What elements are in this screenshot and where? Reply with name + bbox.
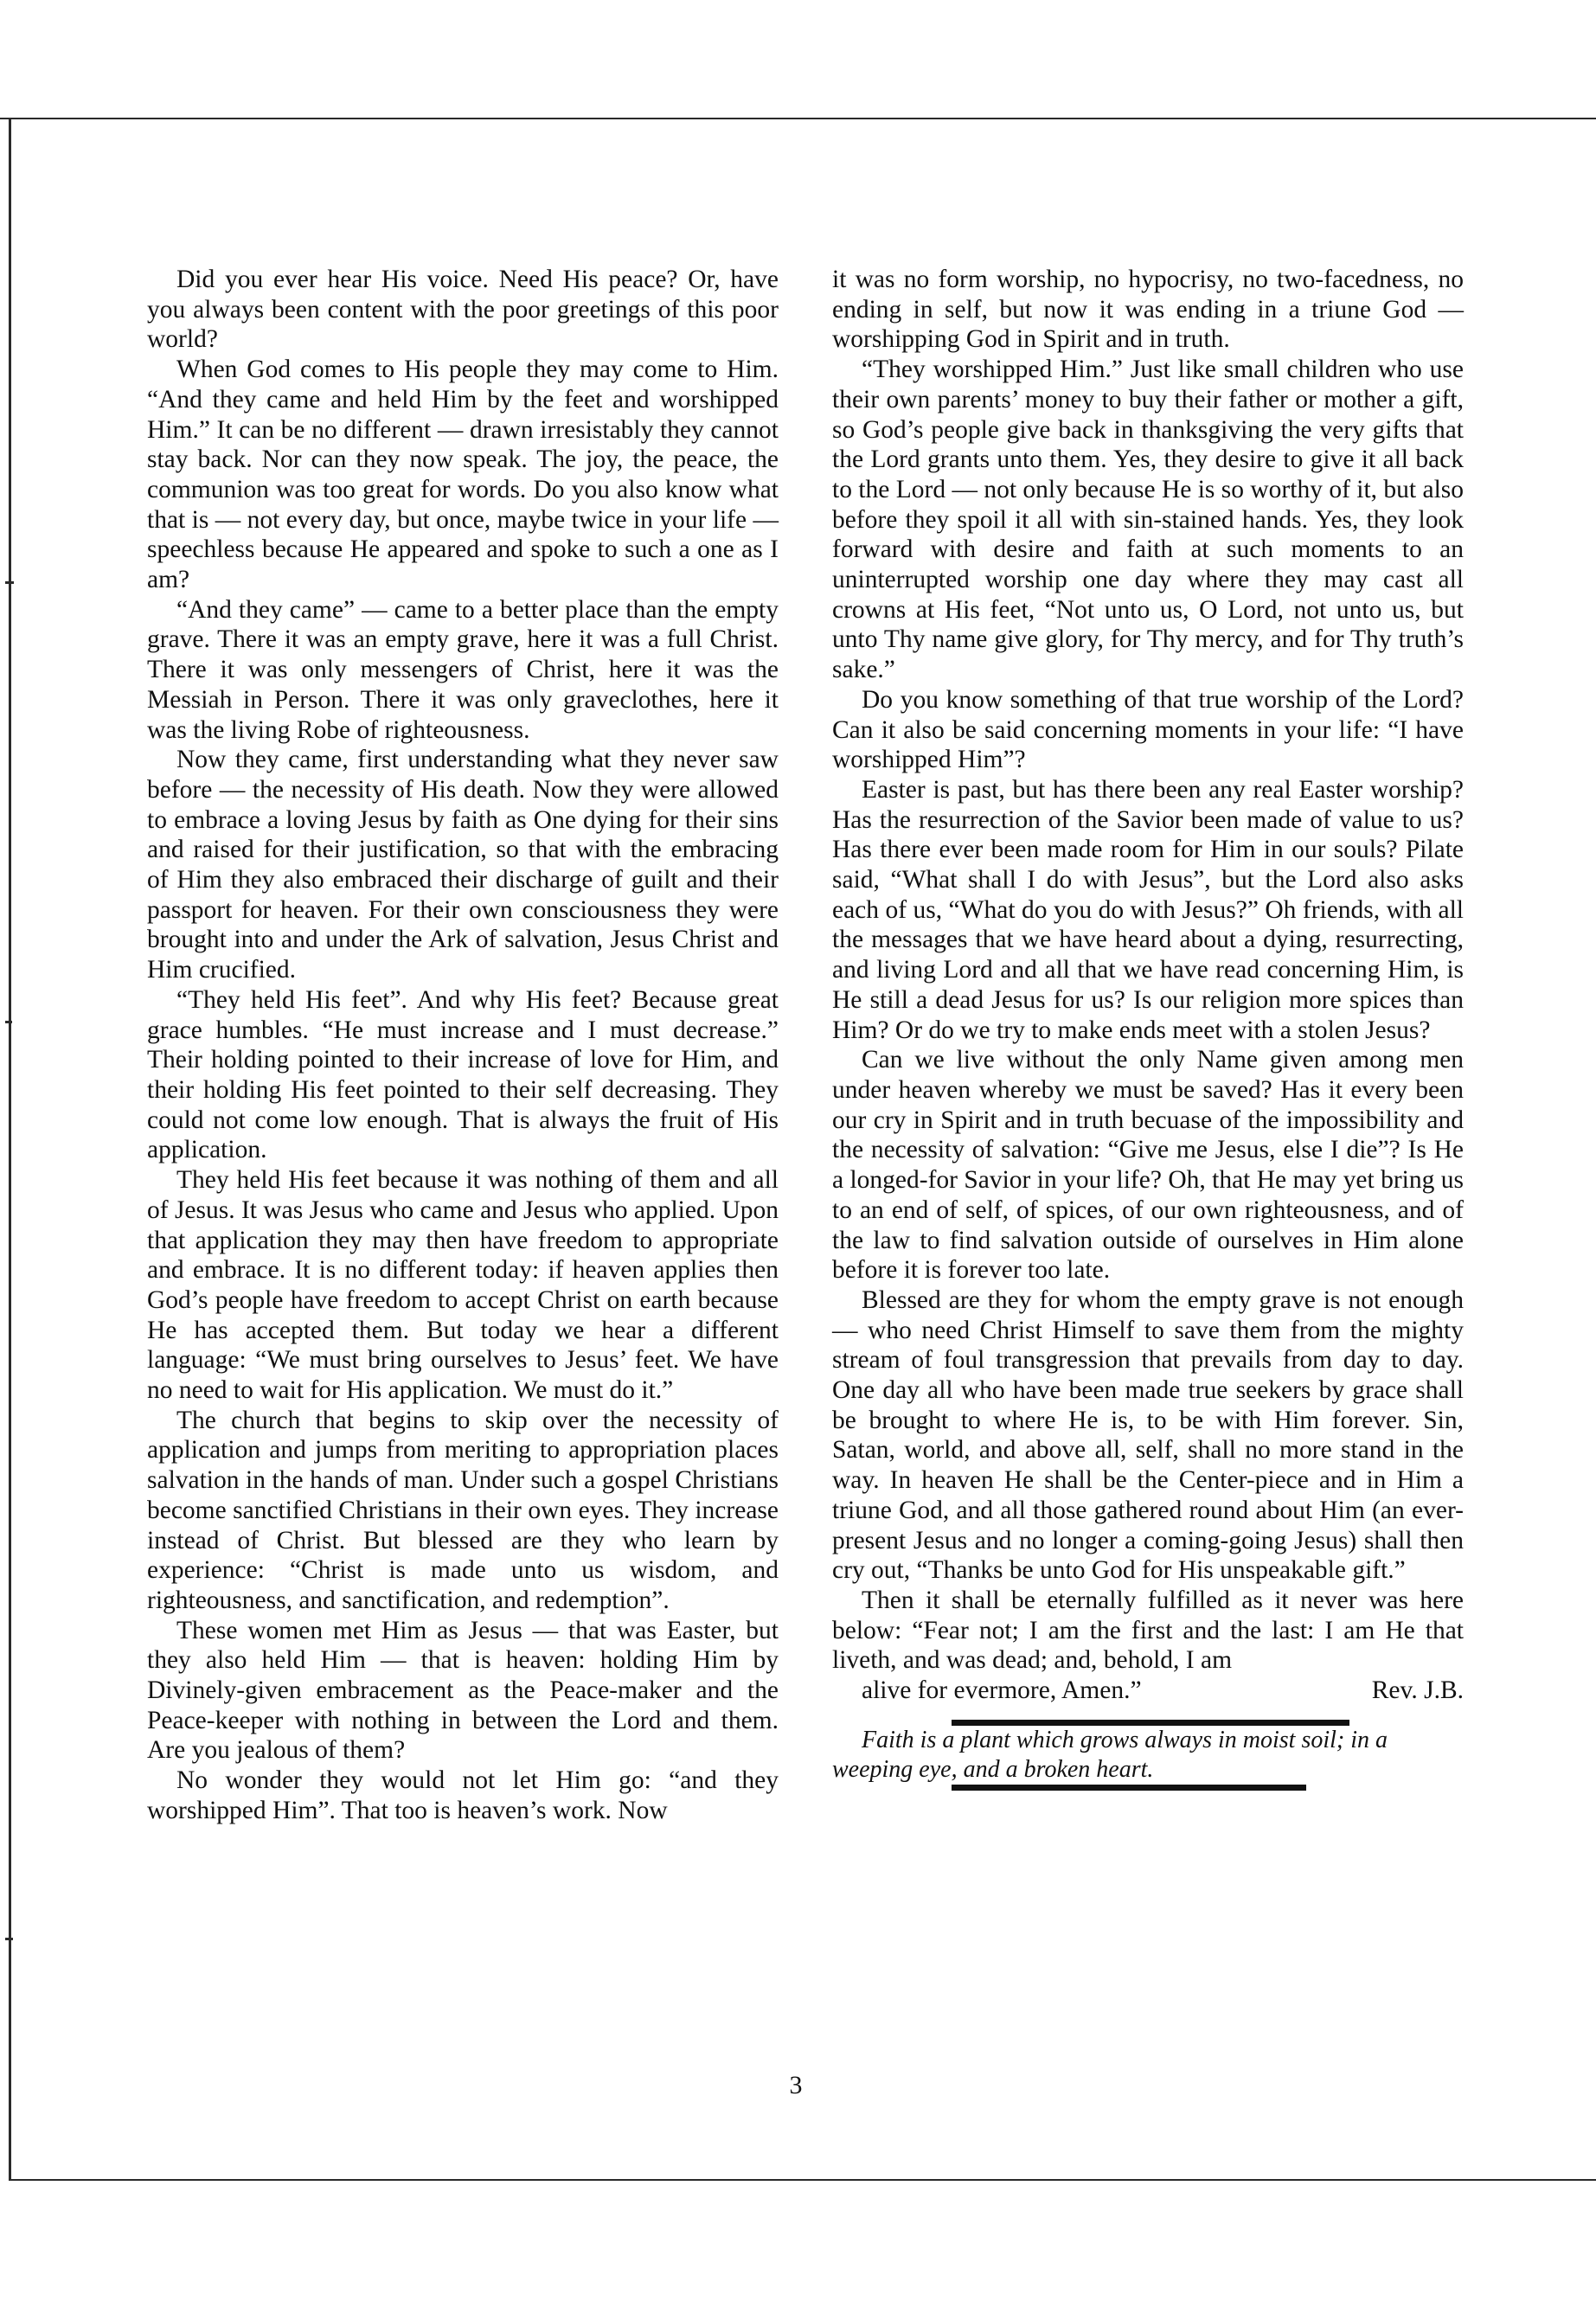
margin-mark [5,1938,13,1940]
quote-rule-bottom [952,1785,1306,1791]
paragraph: When God comes to His people they may come to Him. “And they came and held Him by the feet and worshipped Him.” It can be no different — drawn irresistably they cannot stay back. Nor can they now speak. The joy, the peace, the communion was too great for words. Do you also know what that is — not every day, but once, maybe twice in your life — speechless because He appeared and spoke to such a one as I am? [147,356,779,594]
paragraph: Did you ever hear His voice. Need His peace? Or, have you always been content with the poor greetings of this poor world? [147,266,779,354]
paragraph: Blessed are they for whom the empty grave is not enough — who need Christ Himself to save them from the mighty stream of foul transgression that prevails from day to day. One day all who have been made true seekers by grace shall be brought to where He is, to be with Him forever. Sin, Satan, world, and above all, self, shall no more stand in the way. In heaven He shall be the Center-piece and in Him a triune God, and all those gathered round about Him (an ever-present Jesus and no longer a coming-going Jesus) shall then cry out, “Thanks be unto God for His unspeakable gift.” [832,1285,1464,1585]
margin-mark [5,581,14,584]
paragraph: Now they came, first understanding what they never saw before — the necessity of His death. Now they were allowed to embrace a loving Jesus by faith as One dying for their sins and raised for their justification, so that with the embracing of Him they also embraced their discharge of guilt and their passport for heaven. For their own consciousness they were brought into and under the Ark of salvation, Jesus Christ and Him crucified. [147,746,779,984]
paragraph: Easter is past, but has there been any real Easter worship? Has the resurrection of the Savior been made of value to us? Has there ever been made room for Him in our souls? Pilate said, “What shall I do with Jesus”, but the Lord also asks each of us, “What do you do with Jesus?” Oh friends, with all the messages that we have heard about a dying, resurrecting, and living Lord and all that we have read concerning Him, is He still a dead Jesus for us? Is our religion more spices than Him? Or do we try to make ends meet with a stolen Jesus? [832,775,1464,1044]
paragraph: They held His feet because it was nothing of them and all of Jesus. It was Jesus who came and Jesus who applied. Upon that application they may then have freedom to appropriate and embrace. It is no different today: if heaven applies then God’s people have freedom to accept Christ on earth because He has accepted them. But today we hear a different language: “We must bring ourselves to Jesus’ feet. We have no need to wait for His application. We must do it.” [147,1166,779,1405]
paragraph: These women met Him as Jesus — that was Easter, but they also held Him — that is heaven: holding Him by Divinely-given embracement as the Peace-maker and the Peace-keeper with nothing in between the Lord and them. Are you jealous of them? [147,1616,779,1765]
author-signature: Rev. J.B. [1371,1676,1464,1705]
paragraph: Can we live without the only Name given among men under heaven whereby we must be saved? Has it every been our cry in Spirit and in truth becuase of the impossibility and the necessity of salvation: “Give me Jesus, else I die”? Is He a longed-for Savior in your life? Oh, that He may yet bring us to an end of self, of spices, of our own righteousness, and of the law to find salvation outside of ourselves in Him alone before it is forever too late. [832,1046,1464,1285]
page-border-bottom [9,2179,1596,2181]
paragraph: “They held His feet”. And why His feet? Because great grace humbles. “He must increase and I must decrease.” Their holding pointed to their increase of love for Him, and their holding His feet pointed to their self decreasing. They could not come low enough. That is always the fruit of His application. [147,985,779,1164]
quote-box [832,1720,1464,1791]
right-column [832,265,1464,1791]
page-border-top [0,118,1596,119]
paragraph: Then it shall be eternally fulfilled as it never was here below: “Fear not; I am the first and the last: I am He that liveth, and was dead; and, behold, I am [832,1586,1464,1675]
page-number: 3 [789,2071,803,2099]
paragraph: Do you know something of that true worship of the Lord? Can it also be said concerning moments in your life: “I have worshipped Him”? [832,685,1464,774]
left-column [147,265,779,1826]
closing-text: alive for evermore, Amen.” [862,1676,1142,1705]
page-border-left [9,118,11,2181]
quote-rule-top [952,1720,1349,1726]
closing-line [832,1676,1464,1706]
paragraph: it was no form worship, no hypocrisy, no two-facedness, no ending in self, but now it was ending in a triune God — worshipping God in Spirit and in truth. [832,266,1464,354]
paragraph: No wonder they would not let Him go: “and they worshipped Him”. That too is heaven’s work. Now [147,1766,779,1824]
closing-quote: Faith is a plant which grows always in moist soil; in a weeping eye, and a broken heart. [832,1726,1388,1783]
paragraph: The church that begins to skip over the necessity of application and jumps from meriting to appropriation places salvation in the hands of man. Under such a gospel Christians become sanctified Christians in their own eyes. They increase instead of Christ. But blessed are they who learn by experience: “Christ is made unto us wisdom, and righteousness, and sanctification, and redemption”. [147,1406,779,1614]
paragraph: “They worshipped Him.” Just like small children who use their own parents’ money to buy their father or mother a gift, so God’s people give back in thanksgiving the very gifts that the Lord grants unto them. Yes, they desire to give it all back to the Lord — not only because He is so worthy of it, but also before they spoil it all with sin-stained hands. Yes, they look forward with desire and faith at such moments to an uninterrupted worship one day where they may cast all crowns at His feet, “Not unto us, O Lord, not unto us, but unto Thy name give glory, for Thy mercy, and for Thy truth’s sake.” [832,356,1465,684]
paragraph: “And they came” — came to a better place than the empty grave. There it was an empty grave, here it was a full Christ. There it was only messengers of Christ, here it was the Messiah in Person. There it was only graveclothes, here it was the living Robe of righteousness. [147,595,779,744]
margin-mark [5,1021,12,1023]
